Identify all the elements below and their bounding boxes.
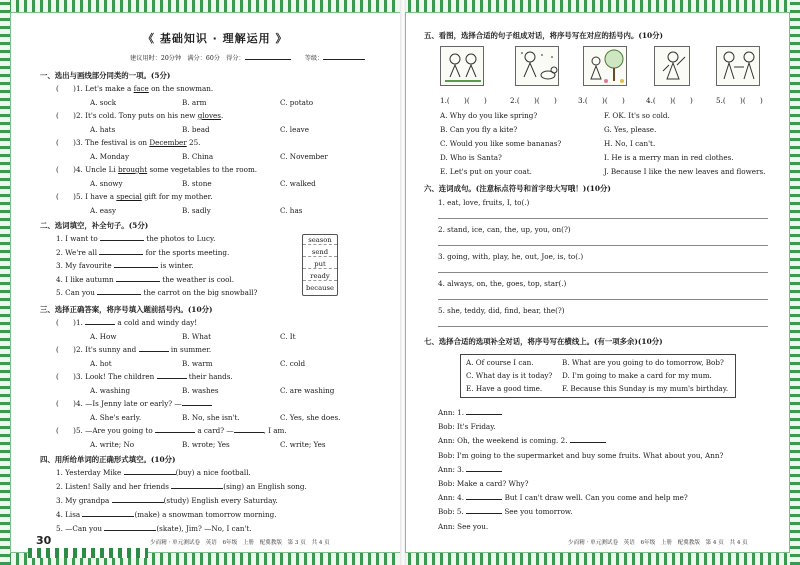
word-bank-item: because xyxy=(305,284,335,292)
answer-paren: ( ) xyxy=(652,96,673,105)
picture-answer-slot[interactable] xyxy=(646,96,693,106)
answer-line[interactable] xyxy=(438,218,768,219)
answer-blank[interactable] xyxy=(112,496,164,503)
question-text: 25. xyxy=(186,138,201,147)
option-c: C. has xyxy=(280,206,303,215)
answer-line[interactable] xyxy=(438,272,768,273)
sentence-option: F. OK. It's so cold. xyxy=(604,111,670,120)
dialog-line xyxy=(438,451,723,460)
question-text: the carrot on the big snowball? xyxy=(141,288,258,297)
question-text: 2. It's sunny and xyxy=(75,345,139,354)
option-c: C. potato xyxy=(280,98,314,107)
answer-paren: ( ) xyxy=(56,345,76,354)
question-text: 5. I have a xyxy=(75,192,117,201)
fill-row xyxy=(56,510,276,519)
fill-row xyxy=(56,261,194,270)
option-b: B. What xyxy=(182,332,212,341)
sentence-option: G. Yes, please. xyxy=(604,125,657,134)
sentence-option: B. Can you fly a kite? xyxy=(440,125,518,134)
question-text: 1. Let's make a xyxy=(75,84,134,93)
grade-blank[interactable] xyxy=(323,53,365,60)
answer-blank[interactable] xyxy=(100,234,144,241)
option-a: A. write; No xyxy=(90,440,135,449)
answer-line[interactable] xyxy=(438,245,768,246)
answer-blank[interactable] xyxy=(466,507,502,514)
answer-blank[interactable] xyxy=(124,468,176,475)
option-c: C. leave xyxy=(280,125,309,134)
option-c: C. write; Yes xyxy=(280,440,326,449)
sentence-option: D. Who is Santa? xyxy=(440,153,502,162)
question-text: , I am. xyxy=(263,426,287,435)
answer-paren: ( ) xyxy=(56,165,76,174)
option-b: B. warm xyxy=(182,359,213,368)
answer-paren: ( ) xyxy=(56,138,76,147)
option-c: C. cold xyxy=(280,359,306,368)
slot-number: 1. xyxy=(440,96,447,105)
question-row xyxy=(56,372,233,382)
underlined-word: special xyxy=(116,192,142,201)
question-text: is winter. xyxy=(157,261,194,270)
question-text: 4. —Is Jenny late or early? — xyxy=(75,399,182,408)
answer-blank[interactable] xyxy=(99,248,143,255)
dialog-option: B. What are you going to do tomorrow, Bob? xyxy=(562,358,724,367)
question-text: 4. Lisa xyxy=(56,510,83,519)
answer-blank[interactable] xyxy=(85,318,115,325)
option-a: A. washing xyxy=(90,386,131,395)
answer-paren: ( ) xyxy=(56,318,76,327)
boy-dog-snow-icon xyxy=(516,47,559,86)
option-c: C. November xyxy=(280,152,328,161)
answer-paren: ( ) xyxy=(722,96,743,105)
word-bank-item: season xyxy=(303,236,337,245)
option-b: B. No, she isn't. xyxy=(182,413,240,422)
girl-tree-flowers-icon xyxy=(584,47,627,86)
question-text: 1. Yesterday Mike xyxy=(56,468,124,477)
word-bank-item: send xyxy=(303,248,337,257)
dialog-text: Ann: 1. xyxy=(438,408,467,417)
picture-boy-dog-snow xyxy=(515,46,559,86)
sentence-option: E. Let's put on your coat. xyxy=(440,167,532,176)
question-text: 4. Uncle Li xyxy=(75,165,119,174)
option-c: C. Yes, she does. xyxy=(280,413,341,422)
question-text: (sing) an English song. xyxy=(223,482,307,491)
kids-sitting-icon xyxy=(441,47,484,86)
question-row xyxy=(56,426,287,436)
option-a: A. snowy xyxy=(90,179,123,188)
kids-chatting-icon xyxy=(717,47,760,86)
option-c: C. are washing xyxy=(280,386,335,395)
picture-girl-tree-flowers xyxy=(583,46,627,86)
option-c: C. It xyxy=(280,332,296,341)
option-b: B. stone xyxy=(182,179,212,188)
exam-meta xyxy=(130,53,365,62)
dialog-line xyxy=(438,507,573,516)
option-a: A. easy xyxy=(90,206,117,215)
dialog-text: Ann: Oh, the weekend is coming. 2. xyxy=(438,436,570,446)
answer-blank[interactable] xyxy=(234,426,264,433)
dialog-line xyxy=(438,479,528,488)
answer-blank[interactable] xyxy=(82,510,134,517)
answer-paren: ( ) xyxy=(56,84,76,93)
answer-paren: ( ) xyxy=(56,399,76,408)
answer-paren: ( ) xyxy=(516,96,537,105)
dialog-option: F. Because this Sunday is my mum's birthday. xyxy=(562,384,729,393)
dialog-option: E. Have a good time. xyxy=(466,384,543,393)
option-a: A. hats xyxy=(90,125,116,134)
slot-number: 5. xyxy=(716,96,723,105)
scrambled-words: 4. always, on, the, goes, top, star(.) xyxy=(438,279,567,288)
question-row xyxy=(56,192,213,202)
question-text: 2. It's cold. Tony puts on his new xyxy=(75,111,198,120)
question-text: (buy) a nice football. xyxy=(175,468,251,477)
underlined-word: face xyxy=(133,84,149,93)
dialog-text: Bob: Make a card? Why? xyxy=(438,479,529,488)
left-footer: 少而精 · 单元测试卷 英语 6年级 上册 配冀教版 第 3 页 共 4 页 xyxy=(150,540,330,546)
fill-row xyxy=(56,275,234,284)
scrambled-words: 5. she, teddy, did, find, bear, the(?) xyxy=(438,306,565,315)
dialog-option: D. I'm going to make a card for my mum. xyxy=(562,371,712,380)
fill-row xyxy=(56,482,307,491)
option-b: B. arm xyxy=(182,98,207,107)
dialog-text: Bob: I'm going to the supermarket and buy some fruits. What about you, Ann? xyxy=(438,450,724,460)
dialog-text: Ann: 3. xyxy=(438,464,467,474)
section-3-title: 三、选择正确答案，将序号填入题前括号内。(10分) xyxy=(40,305,213,314)
answer-blank[interactable] xyxy=(104,524,156,531)
option-b: B. sadly xyxy=(182,206,211,215)
answer-blank[interactable] xyxy=(466,465,502,472)
picture-kids-sitting xyxy=(440,46,484,86)
answer-blank[interactable] xyxy=(466,493,502,500)
dialog-text: But I can't draw well. Can you come and help me? xyxy=(502,493,688,503)
picture-answer-slot[interactable] xyxy=(716,96,763,106)
underlined-word: gloves xyxy=(197,111,221,120)
page-number: 30 xyxy=(36,534,52,547)
sentence-option: A. Why do you like spring? xyxy=(440,111,538,120)
dialog-option: A. Of course I can. xyxy=(466,358,534,367)
option-c: C. walked xyxy=(280,179,316,188)
question-row xyxy=(56,165,257,175)
fill-row xyxy=(56,234,215,243)
dialog-text: Ann: 4. xyxy=(438,493,467,503)
slot-number: 4. xyxy=(646,96,653,105)
question-text: 5. —Can you xyxy=(56,524,105,533)
answer-line[interactable] xyxy=(438,299,768,300)
answer-paren: ( ) xyxy=(56,111,76,120)
girl-waving-icon xyxy=(655,47,690,86)
scrambled-words: 2. stand, ice, can, the, up, you, on(?) xyxy=(438,225,571,234)
answer-paren: ( ) xyxy=(672,96,693,105)
section-1-title: 一、选出与画线部分同类的一项。(5分) xyxy=(40,71,171,80)
answer-blank[interactable] xyxy=(139,345,169,352)
section-6-title: 六、连词成句。(注意标点符号和首字母大写哦！)(10分) xyxy=(424,184,611,193)
fill-row xyxy=(56,288,257,297)
picture-answer-slot[interactable] xyxy=(510,96,557,106)
answer-paren: ( ) xyxy=(742,96,763,105)
slot-number: 3. xyxy=(578,96,585,105)
question-row xyxy=(56,318,197,328)
picture-kids-chatting xyxy=(716,46,760,86)
question-text: 3. My grandpa xyxy=(56,496,112,505)
answer-paren: ( ) xyxy=(56,372,76,381)
answer-blank[interactable] xyxy=(157,372,187,379)
question-text: 5. Can you xyxy=(56,288,98,297)
question-text: 2. We're all xyxy=(56,247,100,257)
section-2-title: 二、选词填空，补全句子。(5分) xyxy=(40,221,149,230)
word-bank xyxy=(302,234,338,296)
answer-paren: ( ) xyxy=(56,192,76,201)
grade-label: 等级： xyxy=(304,55,324,62)
question-text: 3. My favourite xyxy=(56,261,114,270)
fill-row xyxy=(56,468,251,477)
dialog-line xyxy=(438,408,502,417)
question-text: 2. Listen! Sally and her friends xyxy=(56,482,172,491)
question-text: 1. xyxy=(75,318,86,327)
answer-blank[interactable] xyxy=(466,408,502,415)
decorative-border-right xyxy=(790,0,800,565)
section-7-title: 七、选择合适的选项补全对话，将序号写在横线上。(有一项多余)(10分) xyxy=(424,337,663,346)
question-text: (study) English every Saturday. xyxy=(163,496,278,505)
question-text: in summer. xyxy=(168,345,212,354)
dialog-text: See you tomorrow. xyxy=(502,507,573,517)
dialog-line xyxy=(438,422,496,431)
question-row xyxy=(56,84,213,94)
option-b: B. bead xyxy=(182,125,210,134)
answer-blank[interactable] xyxy=(97,288,141,295)
question-text: 4. I like autumn xyxy=(56,274,116,284)
scrambled-words: 3. going, with, play, he, out, Joe, is, to(.) xyxy=(438,252,584,261)
question-text: for the sports meeting. xyxy=(143,247,230,257)
answer-blank[interactable] xyxy=(182,399,212,406)
decorative-border-left xyxy=(0,0,10,565)
question-text: a cold and windy day! xyxy=(115,318,198,327)
section-4-title: 四、用所给单词的正确形式填空。(10分) xyxy=(40,455,176,464)
dialog-option: C. What day is it today? xyxy=(466,371,553,380)
underlined-word: brought xyxy=(118,165,148,174)
question-text: 3. The festival is on xyxy=(75,138,150,147)
question-row xyxy=(56,111,223,121)
dialog-text: Bob: 5. xyxy=(438,507,467,517)
page-title: 《 基础知识 · 理解运用 》 xyxy=(143,32,288,45)
question-row xyxy=(56,138,200,148)
picture-answer-slot[interactable] xyxy=(578,96,625,106)
answer-line[interactable] xyxy=(438,326,768,327)
question-row xyxy=(56,399,212,409)
dialog-line xyxy=(438,436,606,445)
underlined-word: December xyxy=(149,138,187,147)
question-text: . xyxy=(220,111,224,120)
answer-blank[interactable] xyxy=(171,482,223,489)
question-text: 1. I want to xyxy=(56,234,101,243)
dialog-line xyxy=(438,522,488,531)
question-text: a card? — xyxy=(195,426,234,435)
word-bank-item: ready xyxy=(303,272,337,281)
question-row xyxy=(56,345,211,355)
slot-number: 2. xyxy=(510,96,517,105)
picture-girl-waving xyxy=(654,46,690,86)
word-bank-item: put xyxy=(303,260,337,269)
section-5-title: 五、看图，选择合适的句子组成对话，将序号写在对应的括号内。(10分) xyxy=(424,31,664,40)
option-b: B. China xyxy=(182,152,214,161)
answer-blank[interactable] xyxy=(114,261,158,268)
option-a: A. sock xyxy=(90,98,117,107)
dialog-line xyxy=(438,465,502,474)
answer-paren: ( ) xyxy=(536,96,557,105)
dialog-line xyxy=(438,493,688,502)
question-text: (make) a snowman tomorrow morning. xyxy=(134,510,277,519)
scrambled-words: 1. eat, love, fruits, I, to(.) xyxy=(438,198,530,207)
sentence-option: J. Because I like the new leaves and flowers. xyxy=(604,167,766,176)
option-b: B. washes xyxy=(182,386,219,395)
fill-row xyxy=(56,496,278,505)
question-text: the photos to Lucy. xyxy=(144,234,216,243)
answer-paren: ( ) xyxy=(56,426,76,435)
answer-blank[interactable] xyxy=(155,426,195,433)
option-b: B. wrote; Yes xyxy=(182,440,230,449)
fill-row xyxy=(56,248,229,257)
question-text: 5. —Are you going to xyxy=(75,426,156,435)
option-a: A. hot xyxy=(90,359,112,368)
question-text: on the snowman. xyxy=(148,84,214,93)
answer-paren: ( ) xyxy=(446,96,467,105)
question-text: some vegetables to the room. xyxy=(147,165,258,174)
dialog-text: Ann: See you. xyxy=(438,521,489,531)
sentence-option: I. He is a merry man in red clothes. xyxy=(604,153,734,162)
score-blank[interactable] xyxy=(245,53,291,60)
option-a: A. How xyxy=(90,332,117,341)
footer-stripes xyxy=(28,548,148,558)
answer-blank[interactable] xyxy=(570,436,606,443)
question-text: their hands. xyxy=(186,372,233,381)
dialog-text: Bob: It's Friday. xyxy=(438,422,496,432)
picture-answer-slot[interactable] xyxy=(440,96,487,106)
question-text: the weather is cool. xyxy=(159,274,234,284)
question-text: gift for my mother. xyxy=(141,192,213,201)
option-a: A. Monday xyxy=(90,152,130,161)
sentence-option: C. Would you like some bananas? xyxy=(440,139,562,148)
exam-meta-text: 建议用时：20分钟 满分：60分 得分： xyxy=(130,55,245,62)
fill-row xyxy=(56,524,252,533)
question-text: (skate), Jim? —No, I can't. xyxy=(156,524,252,533)
answer-paren: ( ) xyxy=(466,96,487,105)
question-text: 3. Look! The children xyxy=(75,372,157,381)
answer-paren: ( ) xyxy=(584,96,605,105)
answer-blank[interactable] xyxy=(116,275,160,282)
answer-paren: ( ) xyxy=(604,96,625,105)
right-footer: 少而精 · 单元测试卷 英语 6年级 上册 配冀教版 第 4 页 共 4 页 xyxy=(568,540,748,546)
sentence-option: H. No, I can't. xyxy=(604,139,656,148)
option-a: A. She's early. xyxy=(90,413,142,422)
